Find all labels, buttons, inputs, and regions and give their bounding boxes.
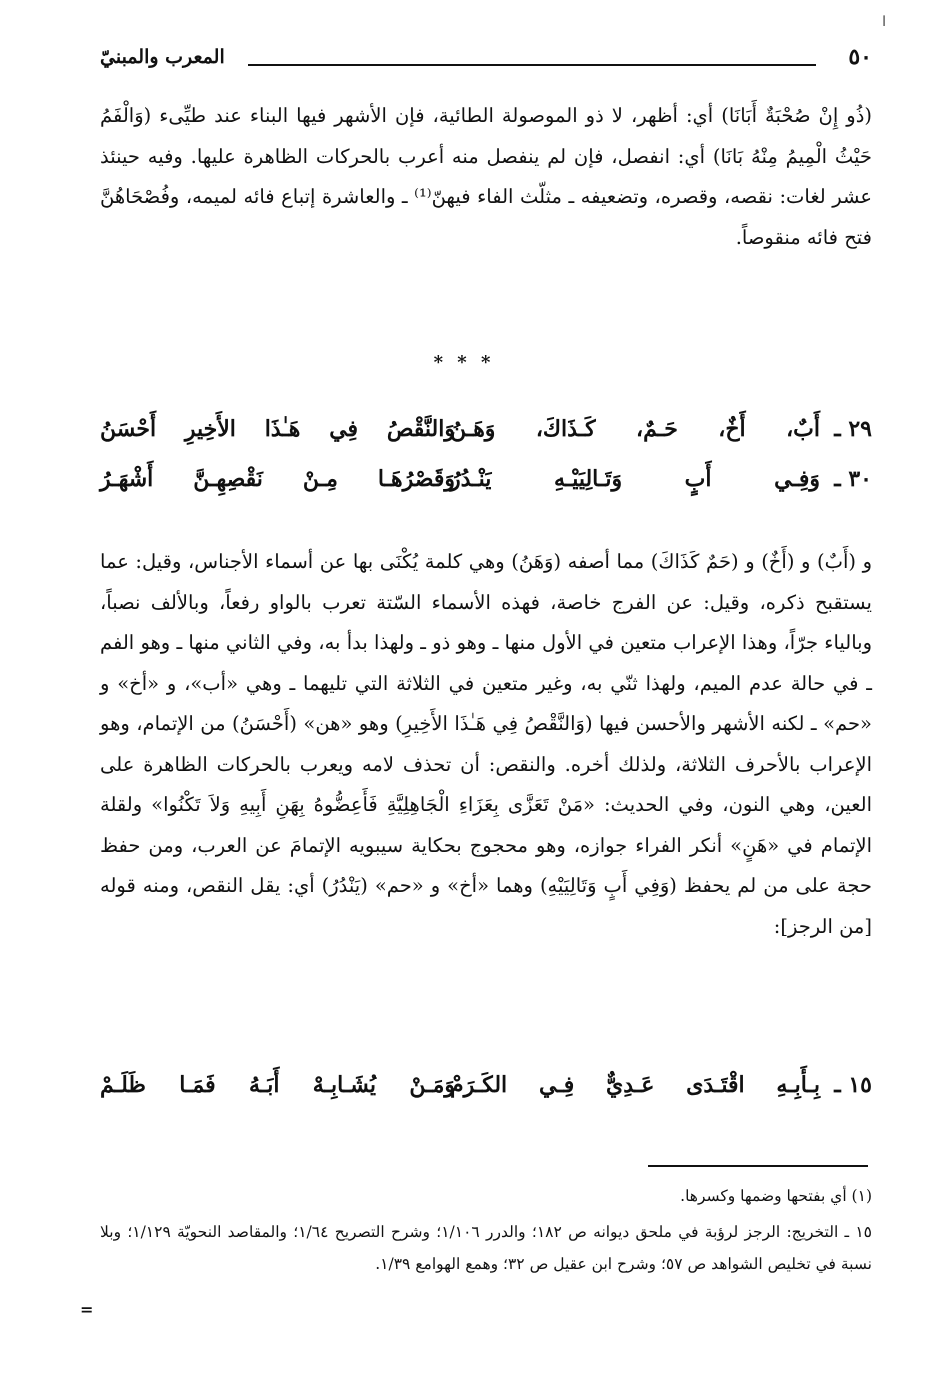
verse-first-hemistich: وَفِـي أَبٍ وَتَـالِيَيْـهِ يَنْـدُرُ xyxy=(450,466,820,492)
verse-first-hemistich: أَبٌ، أَخٌ، حَـمٌ، كَـذَاكَ، وَهَـنُ xyxy=(450,416,820,442)
verse-number: ١٥ ـ xyxy=(834,1072,872,1098)
intro-paragraph: (ذُو إِنْ صُحْبَةٌ أَبَانَا) أي: أظهر، لا ذو الموصولة الطائية، فإن الأشهر فيها البناء عند طيِّىء (وَالْفَمُ حَيْثُ الْمِيمُ مِنْهُ بَانَا) أي: انفصل، فإن لم ينفصل منه أعرب بالحركات الظاهرة عليها. وفيه حينئذ عشر لغات: نقصه، وقصره، وتضعيفه ـ مثلّث الفاء فيهنّ⁽¹⁾ ـ والعاشرة إتباع فائه لميمه، وفُصْحَاهُنَّ فتح فائه منقوصاً. xyxy=(100,104,872,249)
page-number: ٥٠ xyxy=(848,44,872,70)
footnote-takhrij: ١٥ ـ التخريج: الرجز لرؤبة في ملحق ديوانه ص ١٨٢؛ والدرر ١/١٠٦؛ وشرح التصريح ١/٦٤؛ والمقاصد النحويّة ١/١٢٩؛ وبلا نسبة في تخليص الشواهد ص ٥٧؛ وشرح ابن عقيل ص ٣٢؛ وهمع الهوامع ١/٣٩. xyxy=(100,1223,872,1273)
footnote-rule xyxy=(648,1165,868,1167)
continuation-mark: = xyxy=(80,1300,94,1319)
verse-second-hemistich: وَالنَّقْصُ فِي هَـٰذَا الأَخِيرِ أَحْسَنُ xyxy=(100,416,455,442)
verse-second-hemistich: وَمَـنْ يُشَـابِـهْ أَبَـهُ فَمَـا ظَلَـمْ xyxy=(100,1072,455,1098)
shahid-verse-15 xyxy=(100,1072,872,1116)
section-separator: * * * xyxy=(433,352,495,373)
verse-number: ٣٠ ـ xyxy=(834,466,872,492)
verse-29 xyxy=(100,416,872,460)
commentary-paragraph: و (أَبٌ) و (أَخٌ) و (حَمٌ كَذَاكَ) مما أصفه (وَهَنُ) وهي كلمة يُكْنَى بها عن أسماء الأجناس، وقيل: عما يستقبح ذكره، وقيل: عن الفرج خاصة، فهذه الأسماء السّتة تعرب بالواو رفعاً، وبالألف نصباً، وبالياء جرّاً، وهذا الإعراب متعين في الأول منها ـ وهو ذو ـ ولهذا بدأ به، وفي الثاني منها ـ وهو الفم ـ في حالة عدم الميم، ولهذا ثنّي به، وغير متعين في الثلاثة التي تليهما ـ وهي «أب»، و «أخ» و «حم» ـ لكنه الأشهر والأحسن فيها (وَالنَّقْصُ فِي هَـٰذَا الأَخِيرِ) وهو «هن» (أَحْسَنُ) من الإتمام، وهو الإعراب بالأحرف الثلاثة، ولذلك أخره. والنقص: أن تحذف لامه ويعرب بالحركات الظاهرة على العين، وهي النون، وفي الحديث: «مَنْ تَعَزَّى بِعَزَاءِ الْجَاهِلِيَّةِ فَأَعِضُّوهُ بِهَنِ أَبِيهِ وَلاَ تَكْنُوا» ولقلة الإتمام في «هَنٍ» أنكر الفراء جوازه، وهو محجوج بحكاية سيبويه الإتمامَ عن العرب، ومن حفظ حجة على من لم يحفظ (وَفِي أَبٍ وَتَالِيَيْهِ) وهما «أخ» و «حم» (يَنْدُرُ) أي: يقل النقص، ومنه قوله [من الرجز]: xyxy=(100,550,872,938)
running-title: المعرب والمبنيّ xyxy=(100,46,225,68)
verse-number: ٢٩ ـ xyxy=(834,416,872,442)
corner-mark: ا xyxy=(882,14,886,30)
verse-second-hemistich: وَقَصْرُهَـا مِـنْ نَقْصِهِـنَّ أَشْهَـرُ xyxy=(100,466,455,492)
verse-30 xyxy=(100,466,872,510)
page-header xyxy=(100,44,872,78)
header-rule xyxy=(248,64,816,66)
verse-first-hemistich: بِـأَبِـهِ اقْتَـدَى عَـدِيٌّ فِـي الكَـرَمْ xyxy=(450,1072,820,1098)
footnote-1: (١) أي بفتحها وضمها وكسرها. xyxy=(680,1187,872,1205)
